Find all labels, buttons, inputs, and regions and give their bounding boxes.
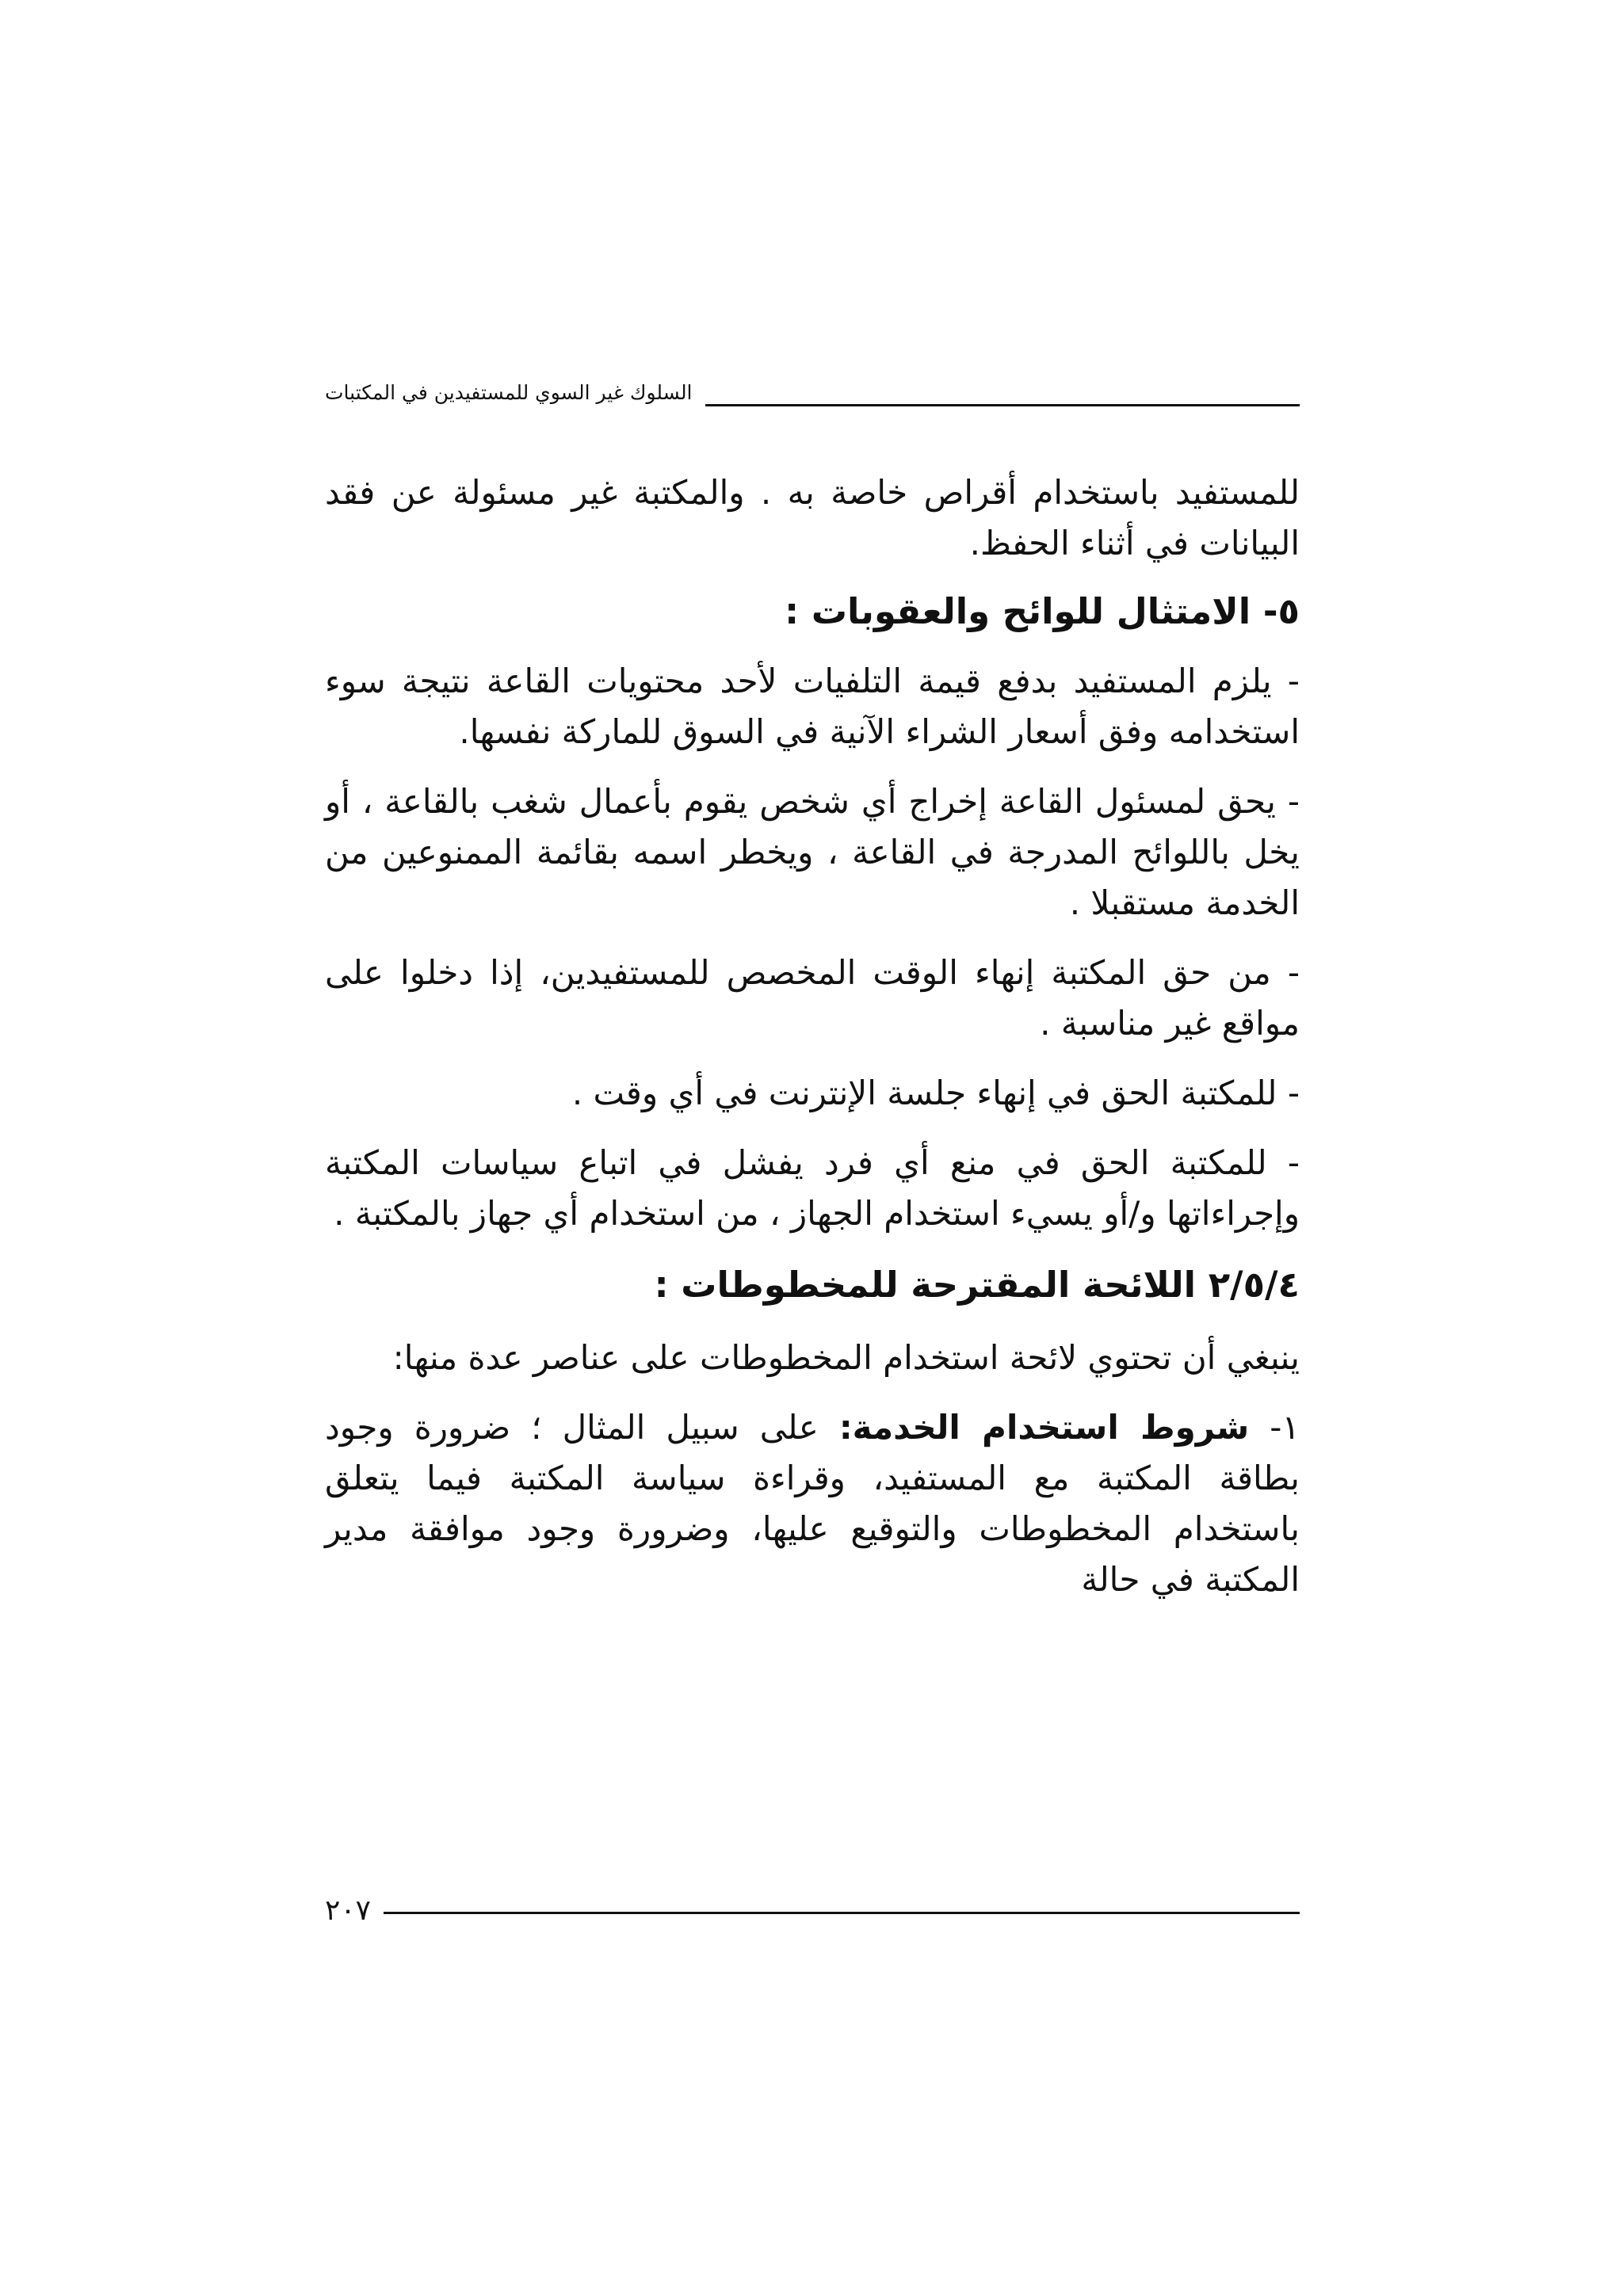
item-text: على سبيل المثال ؛ ضرورة وجود بطاقة المكتبة مع المستفيد، وقراءة سياسة المكتبة فيما يتعلق باستخدام المخطوطات والتوقيع عليها، وضرورة وجود موافقة مدير المكتبة في حالة xyxy=(325,1408,1300,1599)
bullet-item xyxy=(325,776,1300,929)
bullet-text: للمكتبة الحق في إنهاء جلسة الإنترنت في أي وقت . xyxy=(571,1074,1277,1112)
bullet-marker: - xyxy=(1287,782,1300,821)
manuscripts-item-1 xyxy=(325,1402,1300,1605)
bullet-text: من حق المكتبة إنهاء الوقت المخصص للمستفيدين، إذا دخلوا على مواقع غير مناسبة . xyxy=(325,953,1300,1043)
item-number: ١- xyxy=(1270,1408,1300,1447)
bullet-text: يلزم المستفيد بدفع قيمة التلفيات لأحد محتويات القاعة نتيجة سوء استخدامه وفق أسعار الشراء الآنية في السوق للماركة نفسها. xyxy=(325,662,1300,751)
bullet-marker: - xyxy=(1287,953,1300,992)
header-rule xyxy=(705,404,1300,406)
bullet-item xyxy=(325,656,1300,757)
bullet-item xyxy=(325,948,1300,1049)
bullet-text: يحق لمسئول القاعة إخراج أي شخص يقوم بأعمال شغب بالقاعة ، أو يخل باللوائح المدرجة في القاعة ، ويخطر اسمه بقائمة الممنوعين من الخدمة مستقبلا . xyxy=(325,782,1300,922)
footer-rule xyxy=(384,1912,1300,1914)
bullet-item xyxy=(325,1138,1300,1239)
bullet-marker: - xyxy=(1287,662,1300,700)
bullet-marker: - xyxy=(1287,1143,1300,1182)
running-header-title: السلوك غير السوي للمستفيدين في المكتبات xyxy=(325,381,693,404)
bullet-marker: - xyxy=(1287,1074,1300,1112)
page-number: ٢٠٧ xyxy=(325,1894,372,1927)
bullet-item xyxy=(325,1068,1300,1119)
section-heading-regulations: ٥- الامتثال للوائح والعقوبات : xyxy=(785,590,1300,632)
item-term: شروط استخدام الخدمة: xyxy=(838,1408,1250,1447)
manuscripts-lead-paragraph: ينبغي أن تحتوي لائحة استخدام المخطوطات على عناصر عدة منها: xyxy=(392,1338,1300,1377)
bullet-text: للمكتبة الحق في منع أي فرد يفشل في اتباع سياسات المكتبة وإجراءاتها و/أو يسيء استخدام الجهاز ، من استخدام أي جهاز بالمكتبة . xyxy=(325,1143,1300,1233)
section-heading-manuscripts: ٢/٥/٤ اللائحة المقترحة للمخطوطات : xyxy=(654,1264,1300,1306)
page-body xyxy=(325,467,1300,1624)
intro-paragraph: للمستفيد باستخدام أقراص خاصة به . والمكتبة غير مسئولة عن فقد البيانات في أثناء الحفظ. xyxy=(325,473,1300,563)
